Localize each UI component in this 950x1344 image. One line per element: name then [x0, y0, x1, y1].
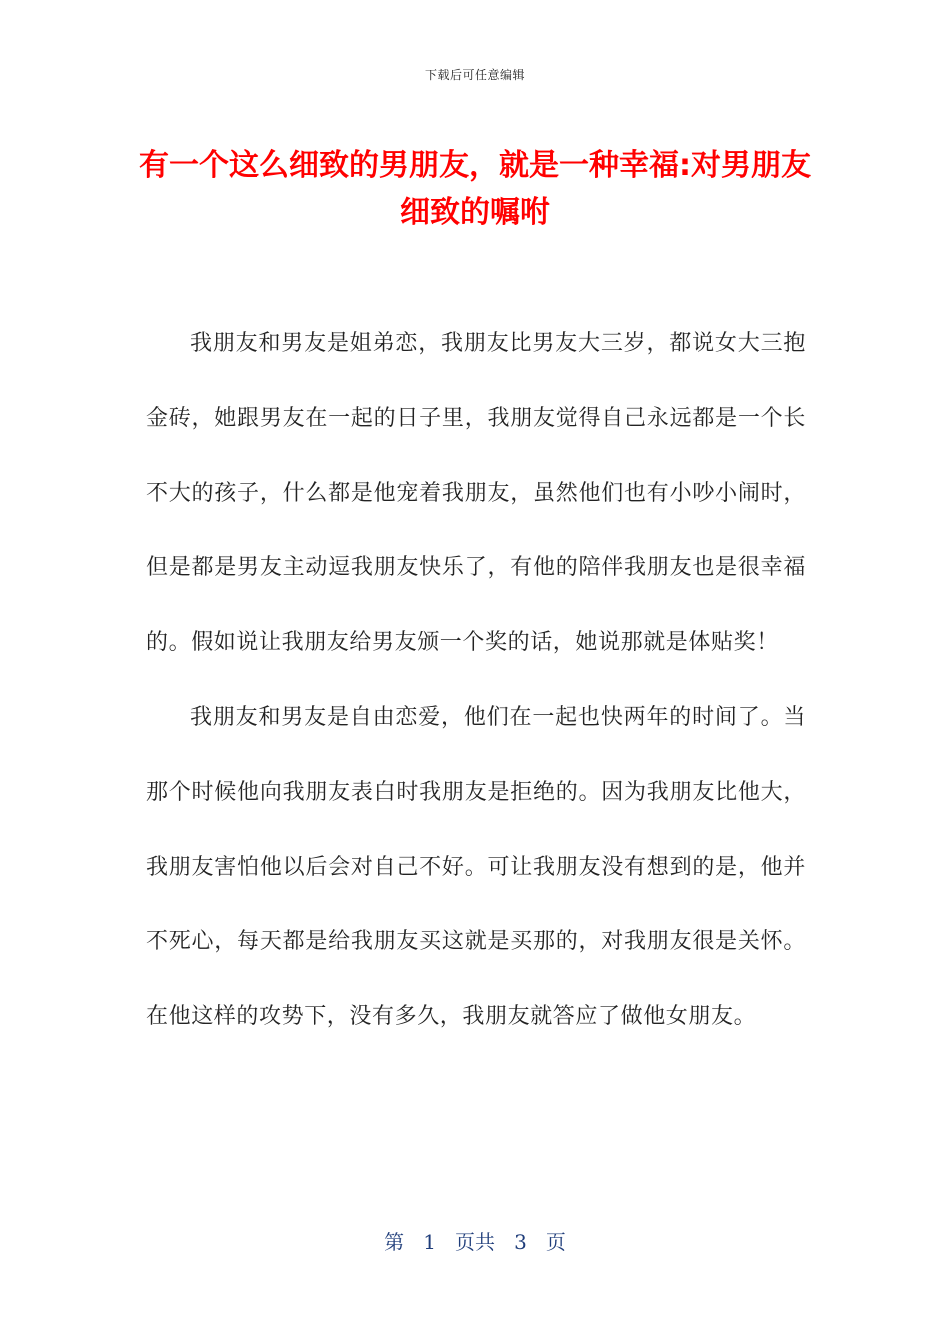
header-note: 下载后可任意编辑 [424, 68, 525, 82]
current-page-number: 1 [423, 1230, 436, 1254]
paragraph-1: 我朋友和男友是姐弟恋，我朋友比男友大三岁，都说女大三抱金砖，她跟男友在一起的日子里，我朋友觉得自己永远都是一个长不大的孩子，什么都是他宠着我朋友，虽然他们也有小吵小闹时，但是都是男友主动逗我朋友快乐了，有他的陪伴我朋友也是很幸福的。假如说让我朋友给男友颁一个奖的话，她说那就是体贴奖！ [146, 331, 806, 656]
document-body [146, 307, 806, 1055]
paragraph-2: 我朋友和男友是自由恋爱，他们在一起也快两年的时间了。当那个时候他向我朋友表白时我朋友是拒绝的。因为我朋友比他大，我朋友害怕他以后会对自己不好。可让我朋友没有想到的是，他并不死心，每天都是给我朋友买这就是买那的，对我朋友很是关怀。在他这样的攻势下，没有多久，我朋友就答应了做他女朋友。 [146, 704, 806, 1030]
footer-suffix: 页 [545, 1230, 566, 1254]
document-title: 有一个这么细致的男朋友，就是一种幸福:对男朋友细致的嘱咐 [139, 148, 811, 230]
footer-middle: 页共 [455, 1230, 495, 1254]
footer-prefix: 第 [384, 1230, 405, 1254]
page-footer [0, 1226, 950, 1255]
total-pages-number: 3 [514, 1230, 527, 1254]
